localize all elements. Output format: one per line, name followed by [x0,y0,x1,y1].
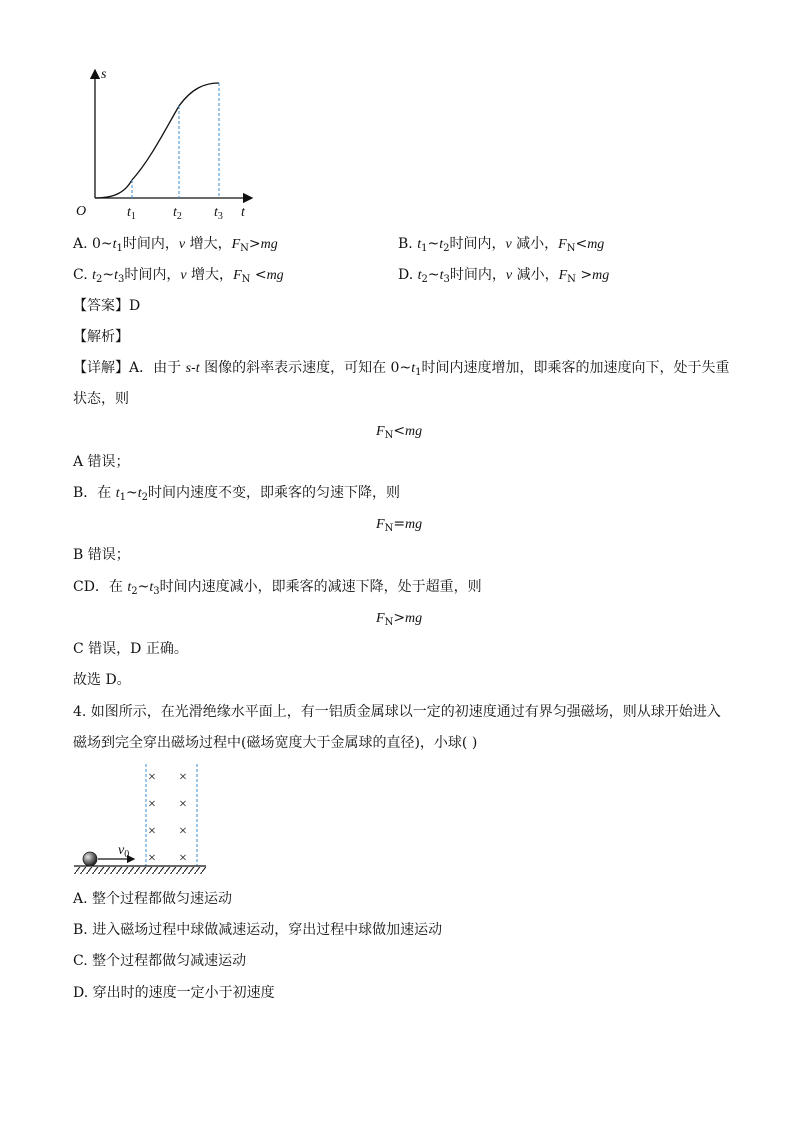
magnetic-field-figure [70,760,220,880]
field-cross: × [148,797,156,812]
answer-value: D [129,298,141,314]
axis-t-label: t [241,205,245,220]
detail-line-2: 状态，则 [73,391,129,407]
answer-bracket: 【答案】 [73,298,129,314]
detail-cd-line: CD．在 $t_2\sim t_3$时间内速度减小，即乘客的减速下降，处于超重，则 [73,579,482,597]
tick-t3: $t_3$ [214,205,223,222]
tick-t2: $t_2$ [173,205,182,222]
analysis-heading: 【解析】 [73,329,129,345]
q3-option-c[interactable]: C. $t_2\sim t_3$时间内，v 增大，$F_N <mg$ [73,267,284,285]
axis-s-label: s [101,67,107,82]
tick-t1: $t_1$ [127,205,136,222]
a-wrong: A 错误； [73,454,130,470]
origin-label: O [76,204,87,219]
equation-3: $F_N>mg$ [376,610,423,628]
c-wrong-d-correct: C 错误，D 正确。 [73,641,188,657]
ground-hatch [74,867,206,874]
field-cross: × [179,824,187,839]
st-curve [95,83,219,198]
field-cross: × [148,770,156,785]
field-cross: × [179,770,187,785]
b-wrong: B 错误； [73,547,130,563]
q4-option-a[interactable]: A. 整个过程都做匀速运动 [73,891,233,907]
q3-option-d[interactable]: D. $t_2\sim t_3$时间内，v 减小，$F_N >mg$ [398,267,610,285]
answer-line [73,297,140,315]
q4-stem-line-2: 磁场到完全穿出磁场过程中(磁场宽度大于金属球的直径)，小球( ) [73,735,478,751]
q4-option-b[interactable]: B. 进入磁场过程中球做减速运动，穿出过程中球做加速运动 [73,922,443,938]
equation-2: $F_N=mg$ [376,516,423,534]
detail-line-1: 【详解】A．由于 s-t 图像的斜率表示速度，可知在 $0\sim t_1$时间内速度增加，即乘客的加速度向下，处于失重 [73,360,730,378]
st-graph [70,60,270,225]
equation-1: $F_N<mg$ [376,423,423,441]
q4-stem-line-1: 4. 如图所示，在光滑绝缘水平面上，有一铝质金属球以一定的初速度通过有界匀强磁场，则从球开始进入 [73,704,721,720]
field-cross: × [179,797,187,812]
velocity-label: $v_0$ [118,843,130,860]
conclusion: 故选 D。 [73,672,131,688]
q4-option-d[interactable]: D. 穿出时的速度一定小于初速度 [73,985,275,1001]
metal-ball [83,852,97,866]
field-cross: × [179,851,187,866]
field-cross: × [148,824,156,839]
q4-option-c[interactable]: C. 整个过程都做匀减速运动 [73,953,247,969]
q3-option-b[interactable]: B. $t_1\sim t_2$时间内，v 减小，$F_N<mg$ [398,236,605,254]
q3-option-a[interactable]: A. $0\sim t_1$时间内，v 增大，$F_N>mg$ [73,236,278,254]
detail-b-line: B．在 $t_1\sim t_2$时间内速度不变，即乘客的匀速下降，则 [73,485,401,503]
field-cross: × [148,851,156,866]
